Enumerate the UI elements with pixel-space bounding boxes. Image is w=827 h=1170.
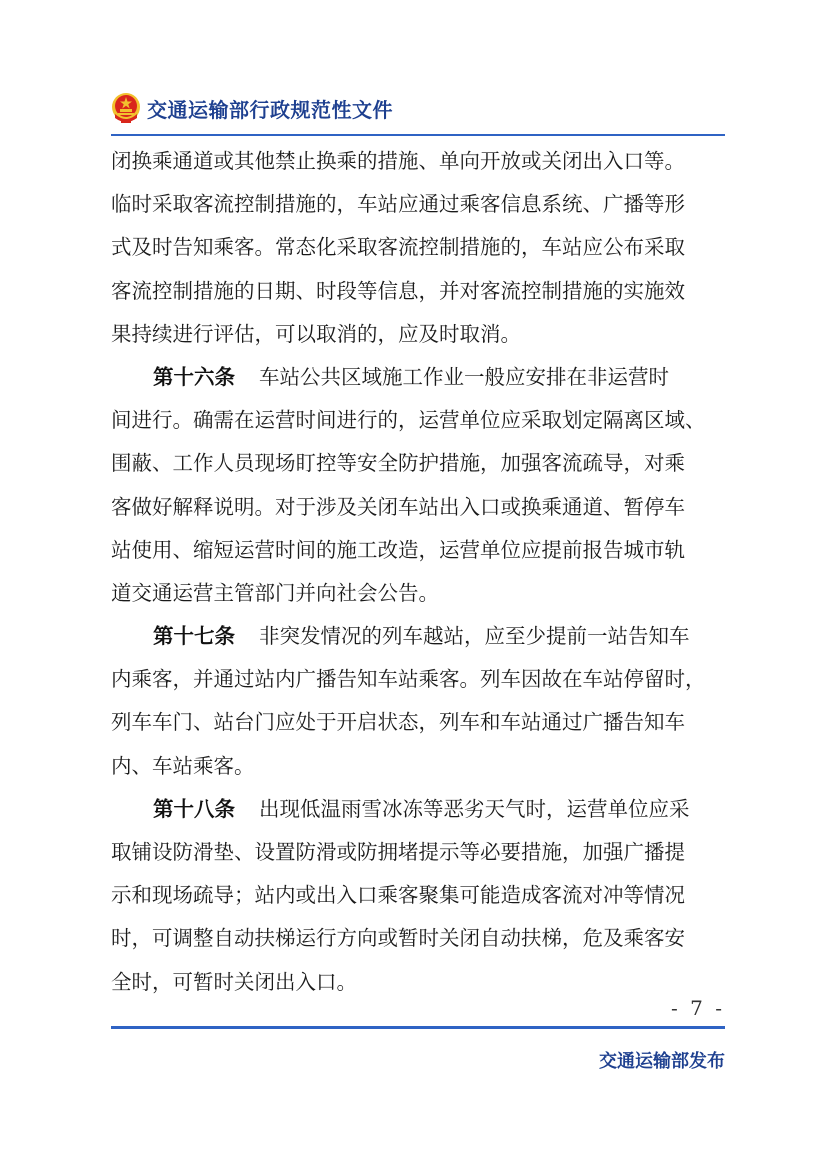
line-text: 车站公共区域施工作业一般应安排在非运营时 <box>259 364 669 389</box>
text-line <box>111 701 725 744</box>
line-text: 列车车门、站台门应处于开启状态，列车和车站通过广播告知车 <box>111 710 685 735</box>
line-text: 间进行。确需在运营时间进行的，运营单位应采取划定隔离区域、 <box>111 408 706 433</box>
national-emblem-icon <box>111 92 141 124</box>
text-line <box>111 874 725 917</box>
header-title: 交通运输部行政规范性文件 <box>147 98 393 122</box>
line-text: 时，可调整自动扶梯运行方向或暂时关闭自动扶梯，危及乘客安 <box>111 926 685 951</box>
article-18-heading-line <box>111 788 725 831</box>
line-text: 客流控制措施的日期、时段等信息，并对客流控制措施的实施效 <box>111 278 685 303</box>
line-text: 出现低温雨雪冰冻等恶劣天气时，运营单位应采 <box>259 796 690 821</box>
text-line <box>111 442 725 485</box>
text-line <box>111 658 725 701</box>
article-16-title: 第十六条 <box>153 364 235 389</box>
article-17-title: 第十七条 <box>153 624 235 649</box>
text-line <box>111 529 725 572</box>
line-text: 闭换乘通道或其他禁止换乘的措施、单向开放或关闭出入口等。 <box>111 149 685 173</box>
line-text: 临时采取客流控制措施的，车站应通过乘客信息系统、广播等形 <box>111 192 685 217</box>
document-header <box>111 92 725 132</box>
line-text: 式及时告知乘客。常态化采取客流控制措施的，车站应公布采取 <box>111 235 685 260</box>
text-line <box>111 572 725 615</box>
article-18-title: 第十八条 <box>153 796 235 821</box>
article-17-heading-line <box>111 615 725 658</box>
text-line <box>111 831 725 874</box>
line-text: 围蔽、工作人员现场盯控等安全防护措施，加强客流疏导，对乘 <box>111 451 685 476</box>
text-line <box>111 313 725 356</box>
text-line <box>111 961 725 1004</box>
document-body <box>111 140 725 1004</box>
text-line <box>111 399 725 442</box>
article-16-heading-line <box>111 356 725 399</box>
line-text: 客做好解释说明。对于涉及关闭车站出入口或换乘通道、暂停车 <box>111 494 685 519</box>
footer-publisher: 交通运输部发布 <box>599 1051 725 1072</box>
text-line <box>111 917 725 960</box>
line-text: 内、车站乘客。 <box>111 753 255 778</box>
text-line <box>111 183 725 226</box>
line-text: 全时，可暂时关闭出入口。 <box>111 969 357 994</box>
page-number: - 7 - <box>671 996 725 1020</box>
line-text: 非突发情况的列车越站，应至少提前一站告知车 <box>259 624 690 649</box>
header-divider <box>111 134 725 136</box>
line-text: 示和现场疏导；站内或出入口乘客聚集可能造成客流对冲等情况 <box>111 883 685 908</box>
line-text: 果持续进行评估，可以取消的，应及时取消。 <box>111 321 521 346</box>
line-text: 道交通运营主管部门并向社会公告。 <box>111 580 439 605</box>
line-text: 站使用、缩短运营时间的施工改造，运营单位应提前报告城市轨 <box>111 537 685 562</box>
line-text: 内乘客，并通过站内广播告知车站乘客。列车因故在车站停留时， <box>111 667 706 692</box>
footer-divider <box>111 1026 725 1029</box>
text-line <box>111 270 725 313</box>
text-line <box>111 140 725 183</box>
text-line <box>111 486 725 529</box>
text-line <box>111 226 725 269</box>
text-line <box>111 745 725 788</box>
line-text: 取铺设防滑垫、设置防滑或防拥堵提示等必要措施，加强广播提 <box>111 840 685 864</box>
